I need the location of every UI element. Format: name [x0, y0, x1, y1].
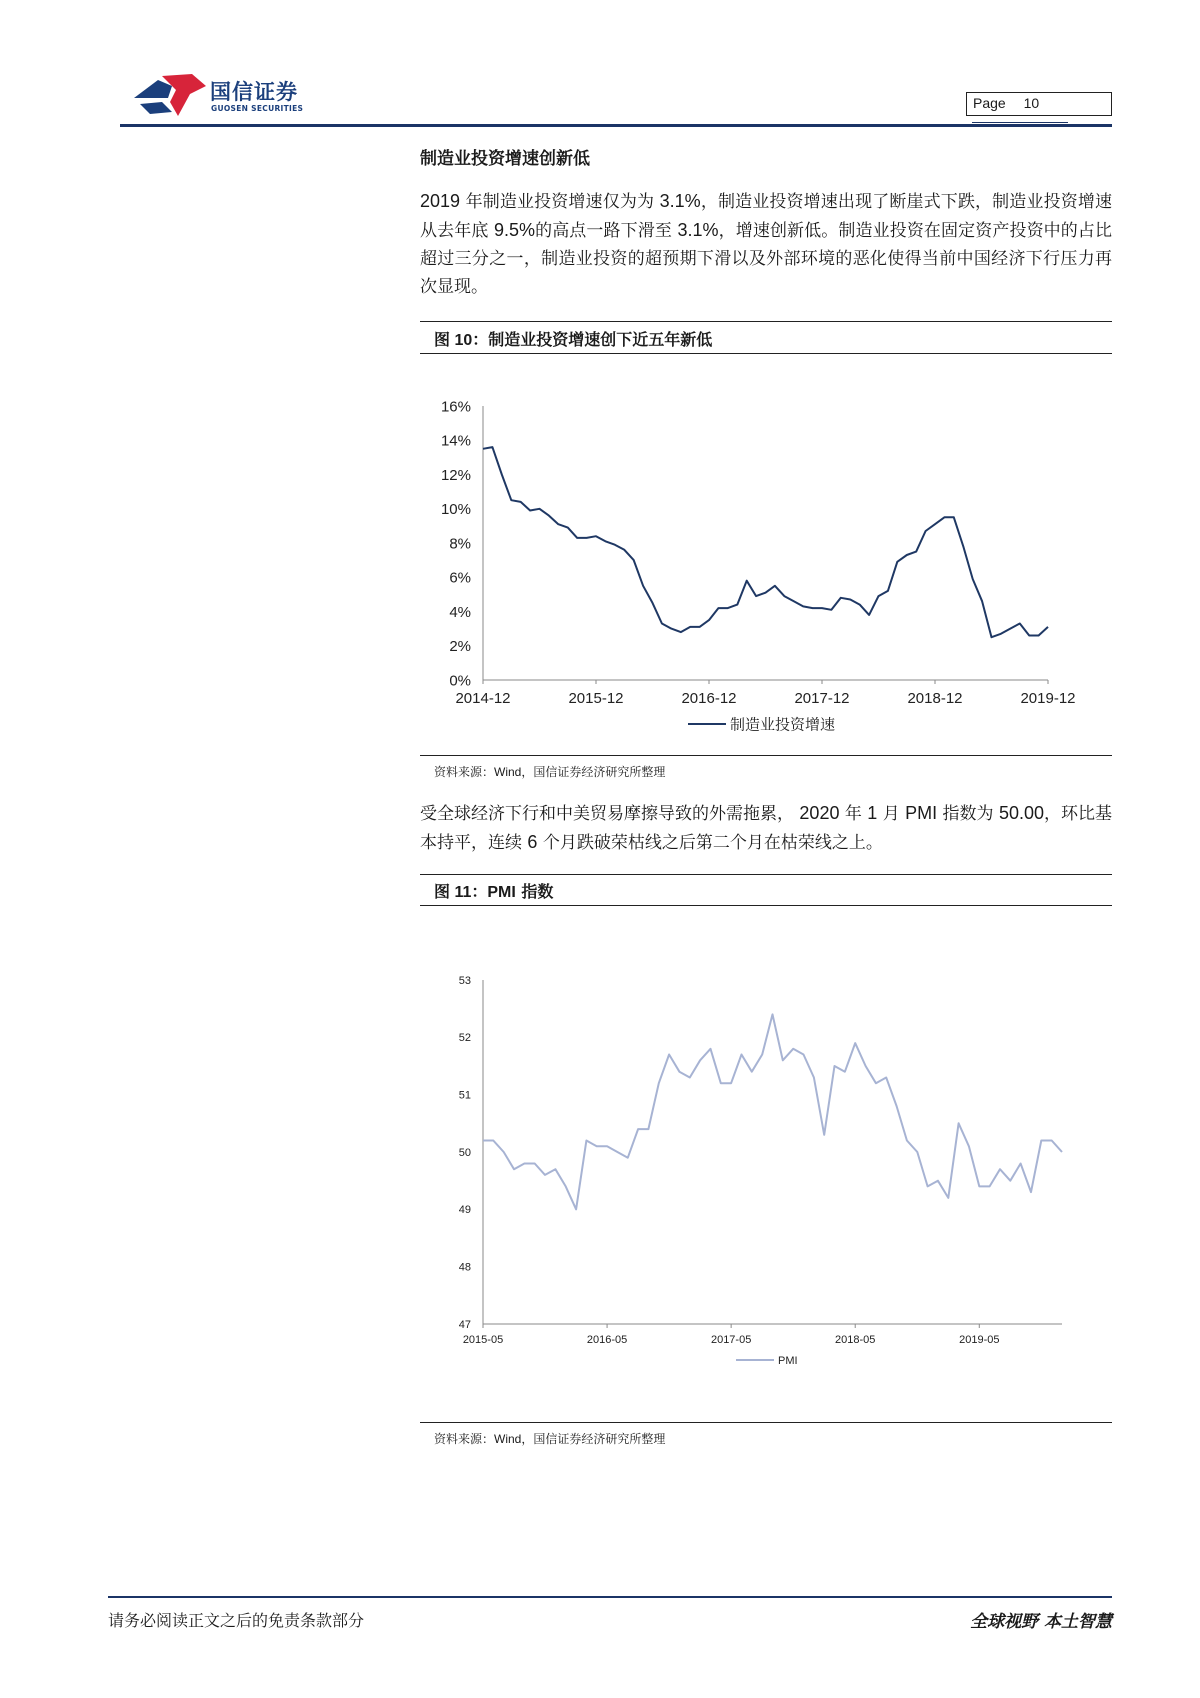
brand-name-en: GUOSEN SECURITIES — [211, 104, 304, 113]
header-accent-rule — [972, 122, 1068, 123]
paragraph-1-run-6: 3.1% — [677, 220, 719, 240]
chart1-y-tick-label: 4% — [449, 603, 471, 621]
paragraph-2-run-5: PMI — [905, 803, 938, 823]
figure-11-source — [434, 1430, 665, 1447]
chart2-y-tick-label: 52 — [458, 1032, 471, 1045]
figure-10-title-rule — [420, 353, 1112, 354]
chart2-y-tick-label: 51 — [458, 1089, 471, 1102]
footer-slogan: 全球视野 本土智慧 — [970, 1612, 1112, 1632]
chart1-x-tick-label: 2017-12 — [794, 690, 850, 707]
figure-11-top-rule — [420, 874, 1112, 875]
figure-10-source-text: Wind，国信证券经济研究所整理 — [494, 765, 666, 779]
paragraph-2-run-2: 年 — [839, 804, 868, 824]
figure-11-title-text: 指数 — [515, 882, 554, 901]
chart2-y-tick-label: 50 — [458, 1146, 471, 1159]
paragraph-2-run-7: 50.00 — [998, 803, 1044, 823]
chart1-y-tick-label: 16% — [440, 398, 471, 416]
logo-mark-icon — [132, 72, 208, 118]
footer-disclaimer: 请务必阅读正文之后的免责条款部分 — [108, 1611, 365, 1630]
chart2-x-tick-label: 2018-05 — [835, 1334, 876, 1346]
paragraph-1-run-7: ，增速创新低。制造业投资在固定资产投资中的占比超过三分之一，制造业投资的超预期下滑以及外部环境的恶化使得当前中国经济下行压力再次显现。 — [420, 221, 1113, 297]
figure-11-bottom-rule — [420, 1422, 1112, 1423]
paragraph-manufacturing — [420, 187, 1112, 301]
chart2-y-tick-label: 47 — [458, 1318, 471, 1331]
paragraph-1-run-4: 9.5% — [493, 220, 535, 240]
chart2-y-tick-label: 49 — [458, 1204, 471, 1217]
section-heading: 制造业投资增速创新低 — [420, 149, 590, 169]
paragraph-1-run-3: ，制造业投资增速出现了断崖式下跌，制造业投资增速从去年底 — [420, 192, 1113, 241]
chart1-x-tick-label: 2016-12 — [681, 690, 737, 707]
chart1-legend-label: 制造业投资增速 — [730, 715, 836, 734]
chart1-y-tick-label: 12% — [440, 466, 471, 484]
paragraph-1-text — [420, 192, 1112, 297]
chart1-y-tick-label: 14% — [440, 432, 471, 450]
figure-10-source-prefix: 资料来源： — [434, 765, 495, 779]
paragraph-1-run-0: 2019 — [420, 191, 461, 211]
chart2-series-line — [483, 1014, 1062, 1209]
paragraph-2-text — [420, 804, 1112, 853]
chart2-y-tick-label: 48 — [458, 1261, 471, 1274]
chart1-y-tick-label: 10% — [440, 501, 471, 518]
figure-11-source-prefix: 资料来源： — [434, 1432, 495, 1446]
figure-11-title-latin: PMI — [487, 884, 516, 901]
chart2-x-tick-label: 2016-05 — [586, 1334, 628, 1346]
figure-10-title — [434, 327, 712, 350]
header-rule — [120, 124, 1112, 127]
figure-10-title-prefix: 图 10： — [434, 332, 489, 349]
chart1-x-tick-label: 2019-12 — [1020, 690, 1076, 707]
page-indicator — [966, 92, 1112, 116]
chart1-series-line — [483, 447, 1048, 637]
figure-11-title — [434, 879, 553, 902]
figure-11-source-text: Wind，国信证券经济研究所整理 — [494, 1432, 666, 1446]
chart1-y-tick-label: 6% — [449, 569, 471, 587]
chart1-y-tick-label: 2% — [449, 638, 471, 655]
chart1-x-tick-label: 2018-12 — [907, 690, 963, 707]
paragraph-2-run-4: 月 — [877, 804, 906, 824]
figure-10-source — [434, 763, 665, 780]
brand-name-cn: 国信证券 — [210, 80, 298, 104]
paragraph-2-run-8: ，环比基本持平，连续 — [420, 804, 1112, 853]
chart2-x-tick-label: 2017-05 — [710, 1334, 752, 1346]
chart2-x-tick-label: 2015-05 — [462, 1334, 504, 1346]
chart1-y-tick-label: 0% — [449, 672, 471, 690]
chart2-y-tick-label: 53 — [458, 974, 471, 987]
chart1-x-tick-label: 2015-12 — [568, 690, 624, 707]
figure-10-top-rule — [420, 321, 1112, 322]
footer-rule — [108, 1596, 1112, 1598]
paragraph-1-run-2: 3.1% — [659, 191, 701, 211]
chart1-y-tick-label: 8% — [449, 535, 471, 553]
figure-10-title-text: 制造业投资增速创下近五年新低 — [488, 330, 713, 349]
figure-10-bottom-rule — [420, 755, 1112, 756]
page-number: 10 — [1023, 95, 1040, 111]
paragraph-2-run-6: 指数为 — [937, 804, 999, 824]
chart1-x-tick-label: 2014-12 — [455, 690, 511, 707]
page-label: Page — [973, 95, 1006, 111]
paragraph-2-run-10: 个月跌破荣枯线之后第二个月在枯荣线之上。 — [537, 833, 883, 853]
figure-11-title-rule — [420, 905, 1112, 906]
paragraph-2-run-3: 1 — [867, 803, 878, 823]
guosen-logo — [132, 72, 322, 122]
paragraph-1-run-1: 年制造业投资增速仅为为 — [460, 192, 660, 212]
paragraph-pmi — [420, 799, 1112, 857]
chart2-x-tick-label: 2019-05 — [959, 1334, 1000, 1346]
chart-manufacturing-investment — [420, 390, 1112, 750]
paragraph-2-run-9: 6 — [527, 832, 538, 852]
chart-pmi — [420, 970, 1112, 1390]
figure-11-title-prefix: 图 11： — [434, 884, 488, 901]
paragraph-1-run-5: 的高点一路下滑至 — [534, 221, 678, 241]
chart2-legend-label: PMI — [778, 1355, 798, 1368]
paragraph-2-run-0: 受全球经济下行和中美贸易摩擦导致的外需拖累， — [420, 804, 800, 824]
paragraph-2-run-1: 2020 — [799, 803, 840, 823]
